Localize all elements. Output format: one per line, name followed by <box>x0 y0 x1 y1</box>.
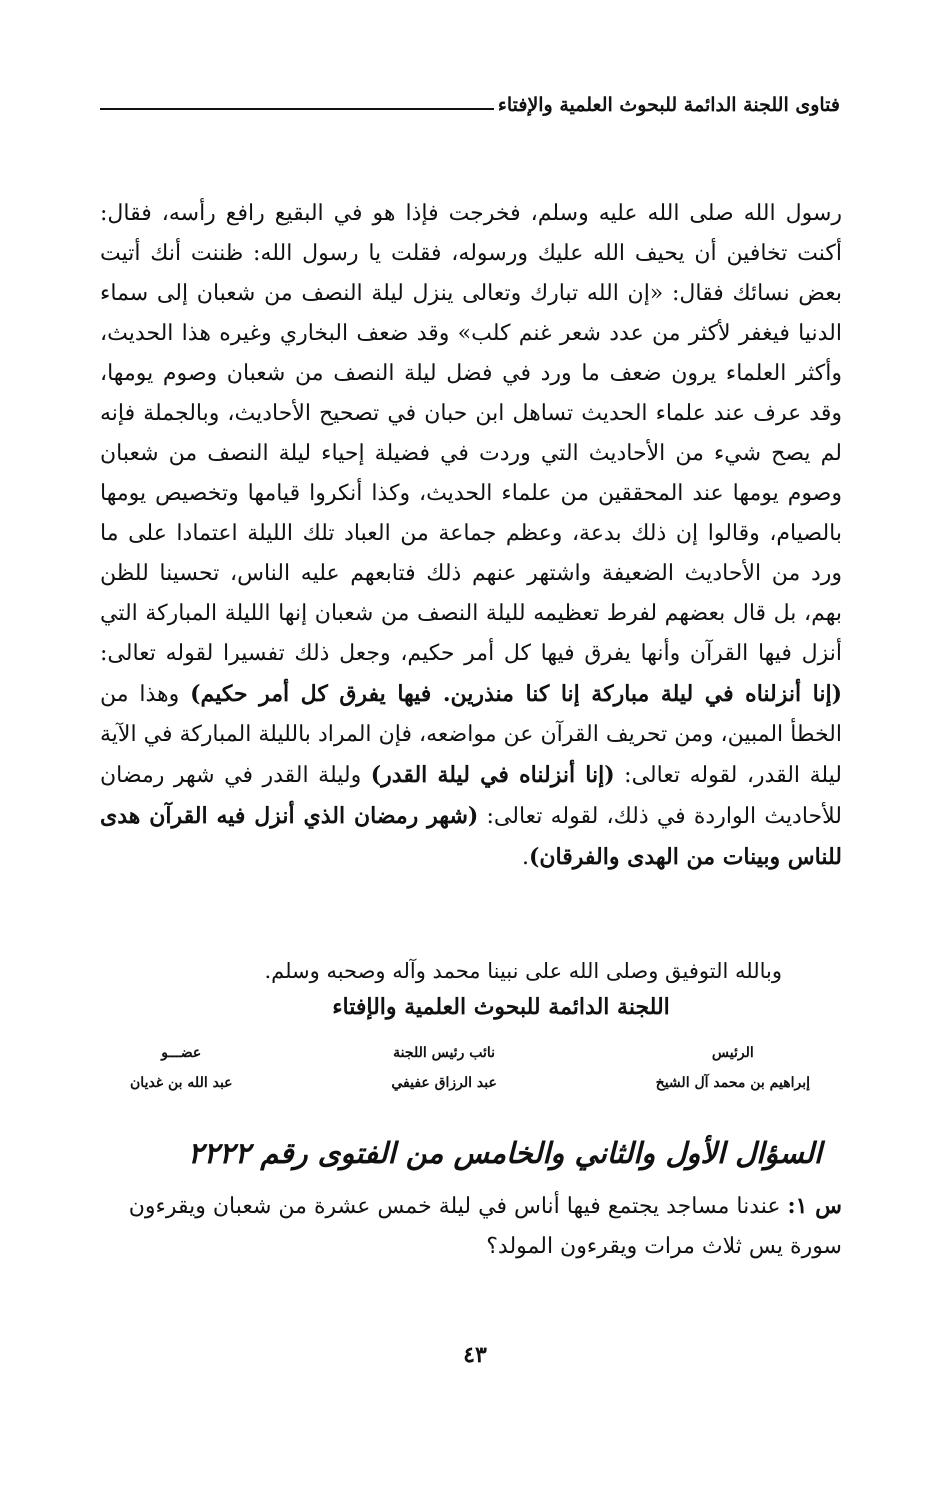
quran-quote-3: (شهر رمضان الذي أنزل فيه القرآن هدى للناس وبينات من الهدى والفرقان) <box>100 803 842 870</box>
signatures <box>130 1038 810 1098</box>
running-header <box>100 84 840 116</box>
question-text: عندنا مساجد يجتمع فيها أناس في ليلة خمس عشرة من شعبان ويقرءون سورة يس ثلاث مرات ويقرءون المولد؟ <box>128 1194 842 1259</box>
signature-name: عبد الله بن غديان <box>130 1075 233 1091</box>
fatwa-answer <box>100 194 842 878</box>
signature-chairman <box>656 1038 810 1098</box>
question-paragraph <box>100 1186 842 1267</box>
answer-text-2: وهذا من الخطأ المبين، ومن تحريف القرآن عن مواضعه، فإن المراد بالليلة المباركة في الآية ليلة القدر، لقوله تعالى: <box>100 682 842 788</box>
answer-paragraph <box>100 194 842 878</box>
signature-role: عضـــو <box>161 1045 202 1061</box>
signature-role: نائب رئيس اللجنة <box>393 1045 496 1061</box>
question-label: س ١: <box>787 1193 842 1219</box>
header-title: فتاوى اللجنة الدائمة للبحوث العلمية والإفتاء <box>497 94 840 116</box>
closing-line: وبالله التوفيق وصلى الله على نبينا محمد وآله وصحبه وسلم. <box>264 959 782 983</box>
question-block <box>100 1186 842 1267</box>
answer-text-4: . <box>521 845 529 870</box>
section-title: السؤال الأول والثاني والخامس من الفتوى رقم ٢٢٢٢ <box>188 1136 822 1170</box>
signature-name: إبراهيم بن محمد آل الشيخ <box>655 1075 810 1091</box>
quran-quote-1: (إنا أنزلناه في ليلة مباركة إنا كنا منذرين. فيها يفرق كل أمر حكيم) <box>190 681 842 707</box>
committee-name: اللجنة الدائمة للبحوث العلمية والإفتاء <box>332 994 670 1020</box>
answer-text-1: رسول الله صلى الله عليه وسلم، فخرجت فإذا هو في البقيع رافع رأسه، فقال: أكنت تخافين أن يحيف الله عليك ورسوله، فقلت يا رسول الله: ظننت أنك أتيت بعض نسائك فقال: «إن الله تبارك وتعالى ينزل ليلة النصف من شعبان إلى سماء الدنيا فيغفر لأكثر من عدد شعر غنم كلب» وقد ضعف البخاري وغيره هذا الحديث، وأكثر العلماء يرون ضعف ما ورد في فضل ليلة النصف من شعبان وصوم يومها، وقد عرف عند علماء الحديث تساهل ابن حبان في تصحيح الأحاديث، وبالجملة فإنه لم يصح شيء من الأحاديث التي وردت في فضيلة إحياء ليلة النصف من شعبان وصوم يومها عند المحققين من علماء الحديث، وكذا أنكروا قيامها وتخصيص يومها بالصيام، وقالوا إن ذلك بدعة، وعظم جماعة من العباد تلك الليلة اعتمادا على ما ورد من الأحاديث الضعيفة واشتهر عنهم ذلك فتابعهم عليه الناس، تحسينا للظن بهم، بل قال بعضهم لفرط تعظيمه لليلة النصف من شعبان إنها الليلة المباركة التي أنزل فيها القرآن وأنها يفرق فيها كل أمر حكيم، وجعل ذلك تفسيرا لقوله تعالى: <box>100 201 842 666</box>
signature-name: عبد الرزاق عفيفي <box>391 1075 497 1091</box>
signature-deputy <box>391 1038 496 1098</box>
signature-member <box>130 1038 233 1098</box>
answer-text-3: وليلة القدر في شهر رمضان للأحاديث الواردة في ذلك، لقوله تعالى: <box>100 763 842 829</box>
signature-role: الرئيس <box>711 1045 754 1061</box>
closing-block <box>100 953 842 1025</box>
header-rule <box>100 108 494 110</box>
page-number: ٤٣ <box>463 1342 487 1368</box>
quran-quote-2: (إنا أنزلناه في ليلة القدر) <box>370 762 615 788</box>
